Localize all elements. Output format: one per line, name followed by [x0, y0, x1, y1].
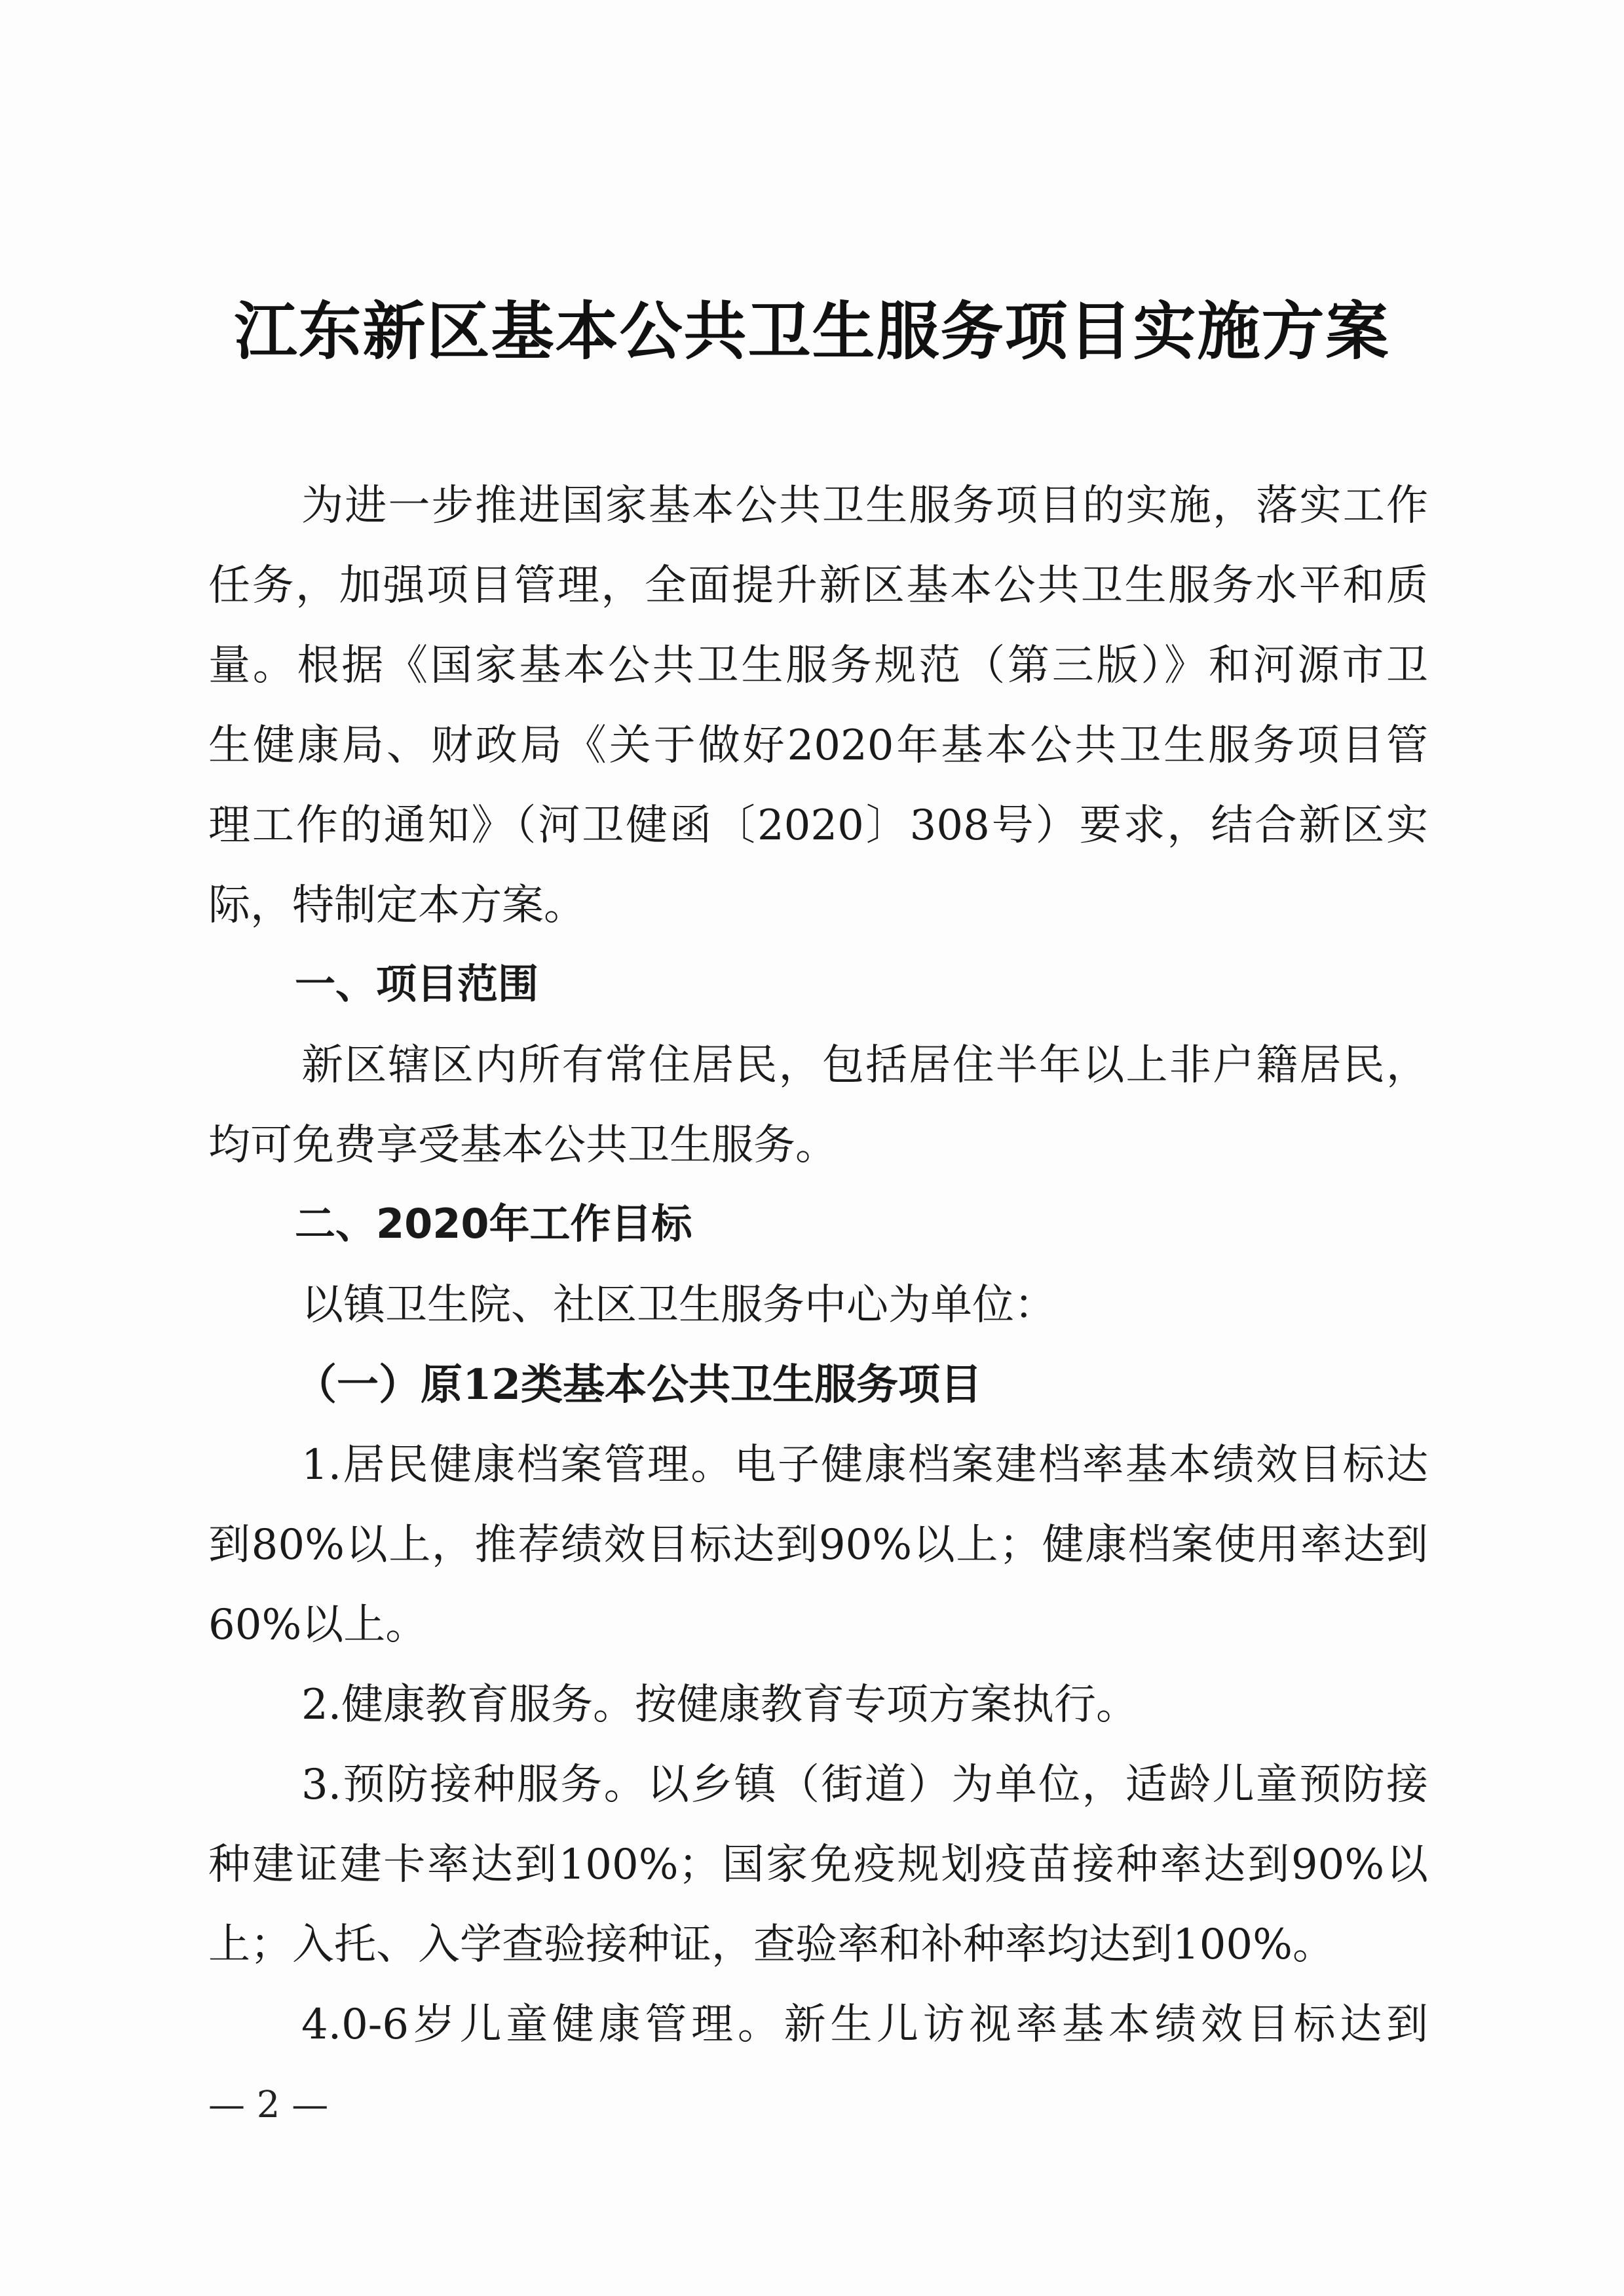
paragraph-line: 生健康局、财政局《关于做好2020年基本公共卫生服务项目管	[208, 721, 1428, 770]
paragraph-line: 60%以上。	[208, 1601, 428, 1649]
paragraph-line: 均可免费享受基本公共卫生服务。	[208, 1121, 837, 1170]
paragraph-line: 3.预防接种服务。以乡镇（街道）为单位，适龄儿童预防接	[301, 1761, 1428, 1809]
paragraph-line: 为进一步推进国家基本公共卫生服务项目的实施，落实工作	[301, 482, 1428, 530]
page-number: — 2 —	[208, 2084, 329, 2126]
section-heading: 二、2020年工作目标	[295, 1200, 692, 1248]
paragraph-line: 上；入托、入学查验接种证，查验率和补种率均达到100%。	[208, 1921, 1334, 1969]
paragraph-line: 任务，加强项目管理，全面提升新区基本公共卫生服务水平和质	[208, 562, 1428, 610]
paragraph-line: 际，特制定本方案。	[208, 881, 586, 930]
paragraph-line: 量。根据《国家基本公共卫生服务规范（第三版）》和河源市卫	[208, 641, 1428, 690]
paragraph-line: 2.健康教育服务。按健康教育专项方案执行。	[301, 1681, 1139, 1729]
paragraph-line: 1.居民健康档案管理。电子健康档案建档率基本绩效目标达	[301, 1441, 1428, 1489]
document-title: 江东新区基本公共卫生服务项目实施方案	[234, 294, 1390, 368]
paragraph-line: 以镇卫生院、社区卫生服务中心为单位：	[301, 1281, 1056, 1330]
paragraph-line: 新区辖区内所有常住居民，包括居住半年以上非户籍居民，	[301, 1041, 1428, 1090]
paragraph-line: 种建证建卡率达到100%；国家免疫规划疫苗接种率达到90%以	[208, 1841, 1428, 1889]
section-heading: 一、项目范围	[295, 960, 539, 1008]
subsection-heading: （一）原12类基本公共卫生服务项目	[295, 1360, 983, 1409]
paragraph-line: 到80%以上，推荐绩效目标达到90%以上；健康档案使用率达到	[208, 1521, 1428, 1569]
paragraph-line: 4.0-6岁儿童健康管理。新生儿访视率基本绩效目标达到	[301, 2000, 1428, 2049]
paragraph-line: 理工作的通知》（河卫健函〔2020〕308号）要求，结合新区实	[208, 801, 1428, 850]
